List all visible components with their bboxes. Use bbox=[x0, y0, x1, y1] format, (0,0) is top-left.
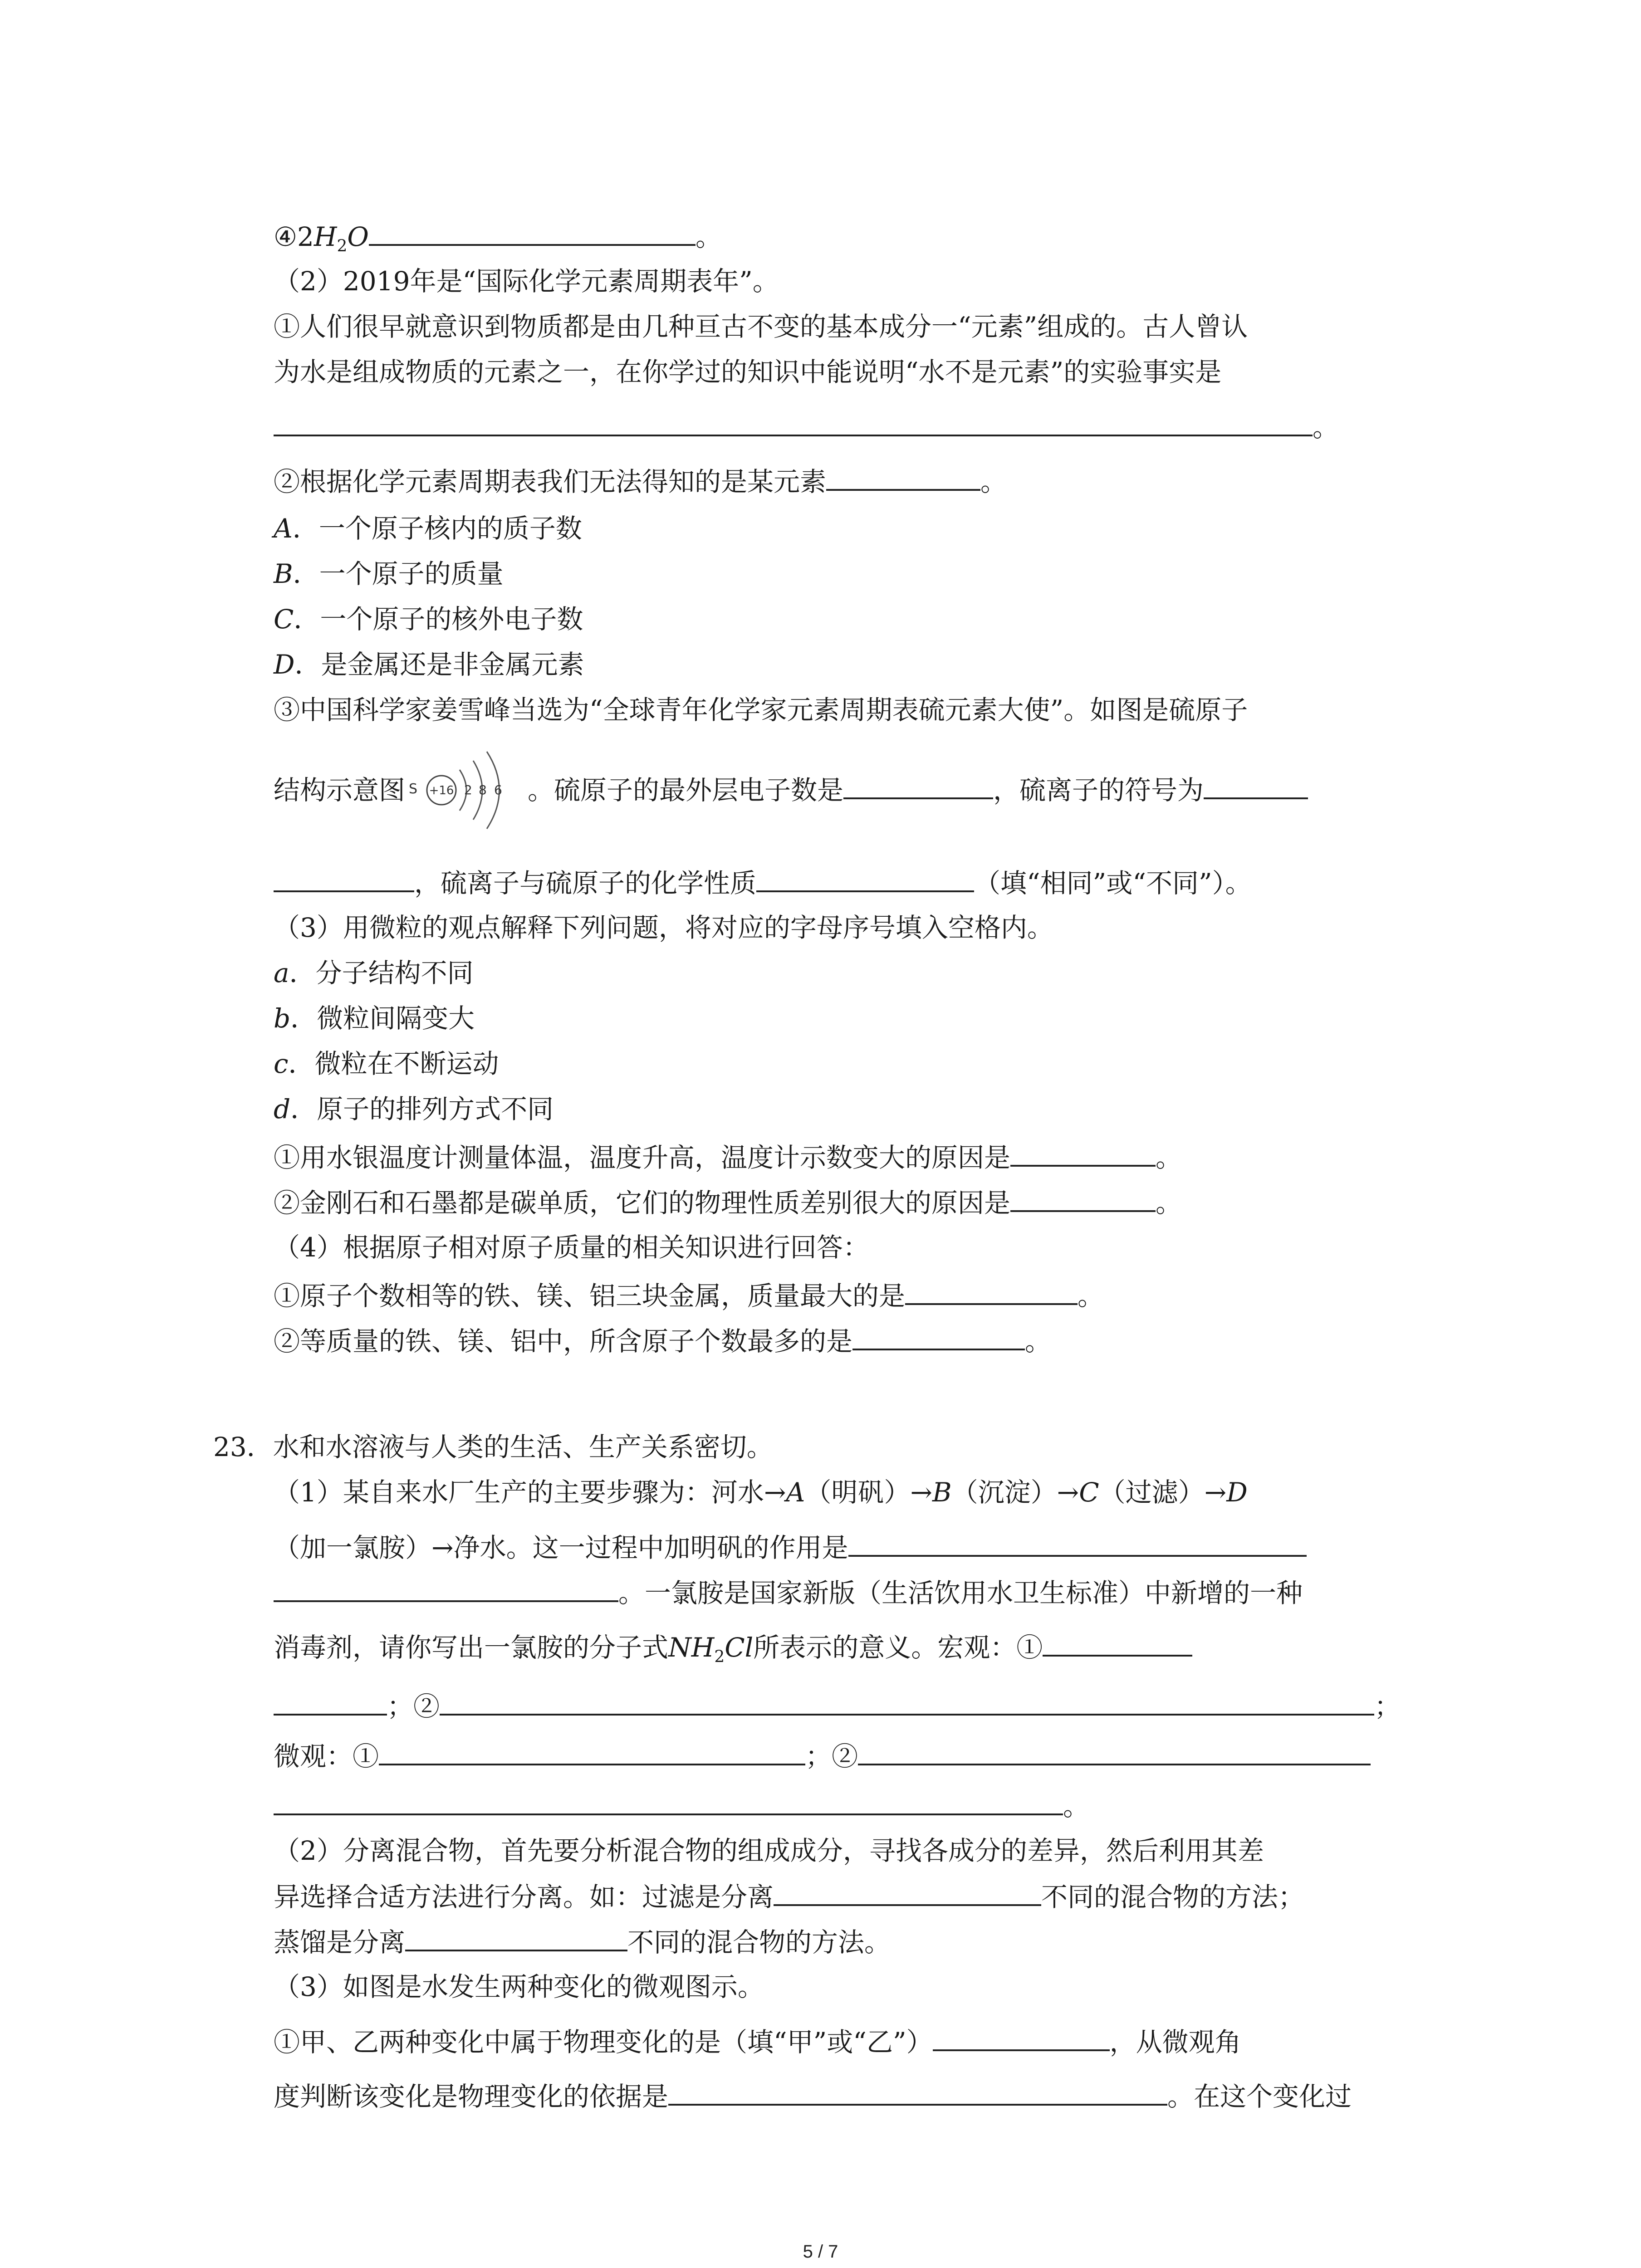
line-21: （4）根据原子相对原子质量的相关知识进行回答： bbox=[274, 1232, 869, 1263]
answer-blank[interactable] bbox=[405, 1923, 627, 1951]
line-33: 异选择合适方法进行分离。如：过滤是分离 不同的混合物的方法； bbox=[274, 1878, 1304, 1914]
shell-electrons-1: 2 bbox=[464, 782, 472, 797]
shell-electrons-2: 8 bbox=[479, 782, 487, 797]
line-22: ①原子个数相等的铁、镁、铝三块金属，质量最大的是 。 bbox=[274, 1277, 1104, 1313]
answer-blank[interactable] bbox=[852, 1322, 1025, 1350]
answer-blank[interactable] bbox=[843, 771, 993, 799]
line-31: 。 bbox=[274, 1787, 1089, 1823]
answer-blank[interactable] bbox=[848, 1529, 1307, 1557]
line-5: 。 bbox=[274, 408, 1339, 445]
answer-blank[interactable] bbox=[274, 408, 1313, 436]
line-35: （3）如图是水发生两种变化的微观图示。 bbox=[274, 1971, 764, 2002]
page-number: 5 / 7 bbox=[803, 2242, 838, 2262]
line-25: （1）某自来水厂生产的主要步骤为：河水→A（明矾）→B（沉淀）→C（过滤）→D bbox=[274, 1477, 1248, 1508]
answer-blank[interactable] bbox=[858, 1737, 1371, 1765]
sulfur-atom-diagram bbox=[405, 774, 528, 811]
line-14: （3）用微粒的观点解释下列问题，将对应的字母序号填入空格内。 bbox=[274, 912, 1053, 943]
answer-blank[interactable] bbox=[440, 1687, 1374, 1716]
line-29: ；② ； bbox=[274, 1687, 1401, 1724]
line-4: 为水是组成物质的元素之一，在你学过的知识中能说明“水不是元素”的实验事实是 bbox=[274, 357, 1222, 387]
option-a: A．一个原子核内的质子数 bbox=[274, 513, 582, 544]
atom-structure-svg bbox=[405, 743, 528, 842]
line-13: ，硫离子与硫原子的化学性质 （填“相同”或“不同”）。 bbox=[274, 864, 1252, 900]
answer-blank[interactable] bbox=[1204, 771, 1308, 799]
option-c-lower: c．微粒在不断运动 bbox=[274, 1048, 499, 1079]
line-20: ②金刚石和石墨都是碳单质，它们的物理性质差别很大的原因是 。 bbox=[274, 1184, 1182, 1220]
answer-blank[interactable] bbox=[274, 1574, 618, 1602]
line-34: 蒸馏是分离 不同的混合物的方法。 bbox=[274, 1923, 891, 1960]
line-27: 。一氯胺是国家新版（生活饮用水卫生标准）中新增的一种 bbox=[274, 1574, 1303, 1610]
option-d: D．是金属还是非金属元素 bbox=[274, 649, 584, 680]
line-11: ③中国科学家姜雪峰当选为“全球青年化学家元素周期表硫元素大使”。如图是硫原子 bbox=[274, 694, 1248, 725]
option-b: B．一个原子的质量 bbox=[274, 558, 504, 589]
line-3: ①人们很早就意识到物质都是由几种亘古不变的基本成分一“元素”组成的。古人曾认 bbox=[274, 311, 1248, 342]
answer-blank[interactable] bbox=[1010, 1139, 1156, 1167]
line-32: （2）分离混合物，首先要分析混合物的组成成分，寻找各成分的差异，然后利用其差 bbox=[274, 1835, 1264, 1866]
answer-blank[interactable] bbox=[774, 1878, 1041, 1906]
answer-blank[interactable] bbox=[274, 864, 414, 892]
line-30: 微观：① ；② bbox=[274, 1737, 1371, 1774]
line-2: （2）2019年是“国际化学元素周期表年”。 bbox=[274, 266, 779, 297]
line-23: ②等质量的铁、镁、铝中，所含原子个数最多的是 。 bbox=[274, 1322, 1051, 1359]
answer-blank[interactable] bbox=[379, 1737, 805, 1765]
answer-blank[interactable] bbox=[1043, 1628, 1192, 1657]
answer-blank[interactable] bbox=[826, 463, 980, 491]
answer-blank[interactable] bbox=[369, 218, 696, 246]
answer-blank[interactable] bbox=[933, 2023, 1110, 2051]
line-36: ①甲、乙两种变化中属于物理变化的是（填“甲”或“乙”） ，从微观角 bbox=[274, 2023, 1241, 2059]
answer-blank[interactable] bbox=[905, 1277, 1078, 1305]
line-6: ②根据化学元素周期表我们无法得知的是某元素 。 bbox=[274, 463, 1007, 499]
option-b-lower: b．微粒间隔变大 bbox=[274, 1003, 475, 1034]
answer-blank[interactable] bbox=[668, 2077, 1167, 2106]
answer-blank[interactable] bbox=[1010, 1184, 1156, 1212]
question-23-heading: 23．水和水溶液与人类的生活、生产关系密切。 bbox=[213, 1432, 773, 1462]
line-26: （加一氯胺）→净水。这一过程中加明矾的作用是 bbox=[274, 1529, 1307, 1565]
nucleus-charge: +16 bbox=[429, 783, 454, 797]
atom-symbol: S bbox=[409, 781, 418, 797]
option-a-lower: a．分子结构不同 bbox=[274, 958, 474, 988]
line-28: 消毒剂，请你写出一氯胺的分子式$NH_2Cl$所表示的意义。宏观：① bbox=[274, 1628, 1192, 1665]
answer-blank[interactable] bbox=[274, 1787, 1063, 1815]
line-19: ①用水银温度计测量体温，温度升高，温度计示数变大的原因是 。 bbox=[274, 1139, 1182, 1175]
line-12: 结构示意图 S +16 2 8 6 。硫原子的最外层电子数是 ，硫离子的符号为 bbox=[274, 771, 1308, 807]
line-1: $④2H_2O$ 。 bbox=[274, 218, 722, 254]
answer-blank[interactable] bbox=[756, 864, 974, 892]
shell-electrons-3: 6 bbox=[494, 782, 502, 797]
answer-blank[interactable] bbox=[274, 1687, 387, 1716]
line-37: 度判断该变化是物理变化的依据是 。在这个变化过 bbox=[274, 2077, 1352, 2114]
option-d-lower: d．原子的排列方式不同 bbox=[274, 1094, 554, 1124]
option-c: C．一个原子的核外电子数 bbox=[274, 604, 583, 635]
